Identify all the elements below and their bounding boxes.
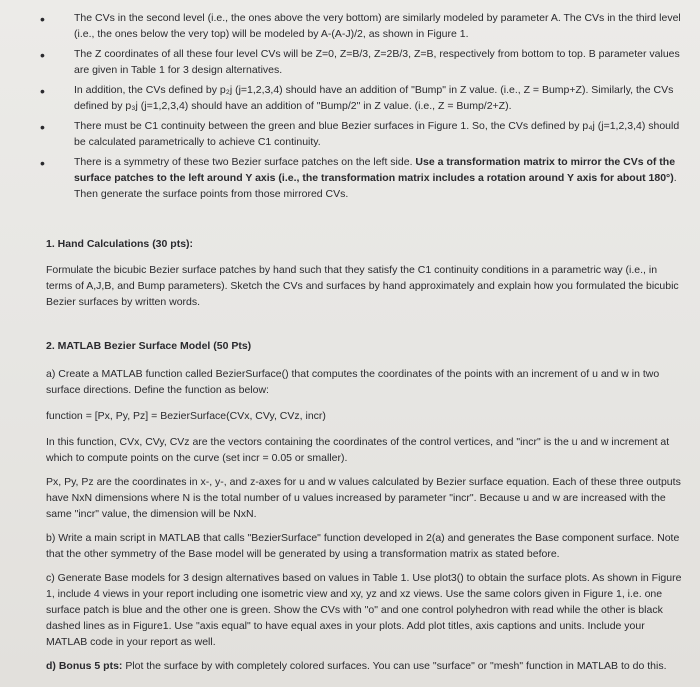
bullet-text: There must be C1 continuity between the green and blue Bezier surfaces in Figure 1. So, the CVs defined by p₄j (j=1,2,3,4) should be calculated parametrically to achieve C1 continuity. [74,120,680,148]
bullet-list [40,10,692,206]
bullet-text: The Z coordinates of all these four level CVs will be Z=0, Z=B/3, Z=2B/3, Z=B, respectively from bottom to top. B parameter values are given in Table 1 for 3 design alternatives. [74,48,680,76]
paragraph: Px, Py, Pz are the coordinates in x-, y-, and z-axes for u and w values calculated by Bezier surface equation. Each of these three outputs have NxN dimensions where N is the total number of u values increased by parameter "incr". Because u and w are increased with the same "incr" value, the dimension will be NxN. [46,476,681,520]
part-b: b) Write a main script in MATLAB that calls "BezierSurface" function developed in 2(a) and generates the Base component surface. Note that the other symmetry of the Base model will be generated by using a transformation matrix as stated before. [46,532,680,560]
section-body: Formulate the bicubic Bezier surface patches by hand such that they satisfy the C1 continuity conditions in a parametric way (i.e., in terms of A,J,B, and Bump parameters). Sketch the CVs and surfaces by hand approximately and explain how you formulated the bicubic Bezier surfaces by written words. [46,264,679,308]
section-title: 1. Hand Calculations (30 pts): [46,238,194,250]
part-d: d) Bonus 5 pts: Plot the surface by with completely colored surfaces. You can use "surface" or "mesh" function in MATLAB to do this. [46,660,667,672]
list-item: • In addition, the CVs defined by p₂j (j=1,2,3,4) should have an addition of "Bump" in Z value. (i.e., Z = Bump+Z). Similarly, the CVs defined by p₃j (j=1,2,3,4) should have an addition of "Bump/2" in Z value. (i.e., Z = Bump/2+Z). [40,82,692,114]
section-title: 2. MATLAB Bezier Surface Model (50 Pts) [46,340,252,352]
list-item: • There is a symmetry of these two Bezier surface patches on the left side. Use a transformation matrix to mirror the CVs of the surface patches to the left around Y axis (i.e., the transformation matrix includes a rotation around Y axis for about 180°). Then generate the surface points from those mirrored CVs. [40,154,692,202]
section-hand-calculations [46,236,686,310]
part-c: c) Generate Base models for 3 design alternatives based on values in Table 1. Use plot3() to obtain the surface plots. As shown in Figure 1, include 4 views in your report including one isometric view and xy, yz and xz views. Use the same colors given in Figure 1, i.e. one surface patch is blue and the other one is green. Show the CVs with "o" and one control polyhedron with read while the other is black dashed lines as in Figure1. Use "axis equal" to have equal axes in your plots. Add plot titles, axis captions and units. Include your MATLAB code in your report as well. [46,572,682,648]
bullet-text: In addition, the CVs defined by p₂j (j=1,2,3,4) should have an addition of "Bump" in Z value. (i.e., Z = Bump+Z). Similarly, the CVs defined by p₃j (j=1,2,3,4) should have an addition of "Bump/2" in Z value. (i.e., Z = Bump/2+Z). [74,84,674,112]
part-a: a) Create a MATLAB function called BezierSurface() that computes the coordinates of the points with an increment of u and w in two surface directions. Define the function as below: [46,368,660,396]
section-matlab-model [46,338,686,674]
list-item: • There must be C1 continuity between the green and blue Bezier surfaces in Figure 1. So, the CVs defined by p₄j (j=1,2,3,4) should be calculated parametrically to achieve C1 continuity. [40,118,692,150]
paragraph: In this function, CVx, CVy, CVz are the vectors containing the coordinates of the control vertices, and "incr" is the u and w increment at which to compute points on the curve (set incr = 0.05 or smaller). [46,436,670,464]
list-item: • The CVs in the second level (i.e., the ones above the very bottom) are similarly modeled by parameter A. The CVs in the third level (i.e., the ones below the very top) will be modeled by A-(A-J)/2, as shown in Figure 1. [40,10,692,42]
list-item: • The Z coordinates of all these four level CVs will be Z=0, Z=B/3, Z=2B/3, Z=B, respectively from bottom to top. B parameter values are given in Table 1 for 3 design alternatives. [40,46,692,78]
bullet-text: The CVs in the second level (i.e., the ones above the very bottom) are similarly modeled by parameter A. The CVs in the third level (i.e., the ones below the very top) will be modeled by A-(A-J)/2, as shown in Figure 1. [74,12,681,40]
function-signature: function = [Px, Py, Pz] = BezierSurface(CVx, CVy, CVz, incr) [46,410,326,422]
bullet-text: There is a symmetry of these two Bezier surface patches on the left side. Use a transformation matrix to mirror the CVs of the surface patches to the left around Y axis (i.e., the transformation matrix includes a rotation around Y axis for about 180°). Then generate the surface points from those mirrored CVs. [74,156,677,200]
